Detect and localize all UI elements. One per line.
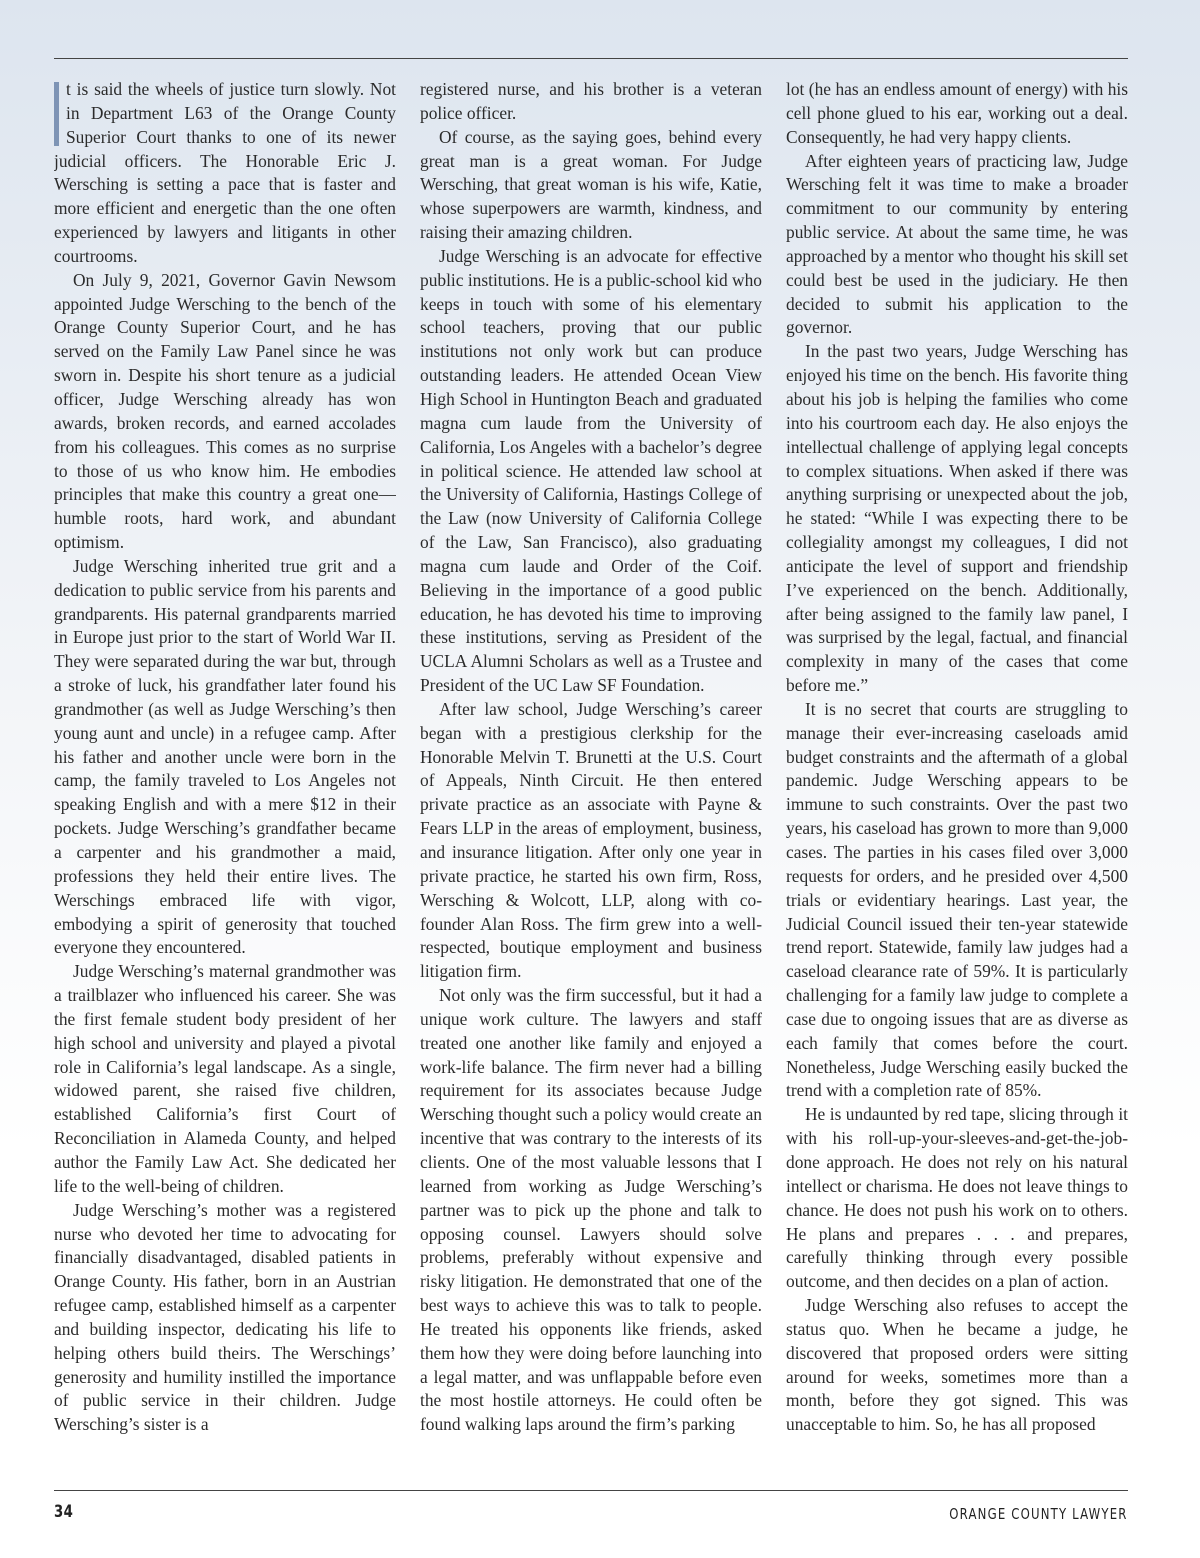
article-paragraph: On July 9, 2021, Governor Gavin Newsom appointed Judge Wersching to the bench of the Orange County Superior Court, and he has served on the Family Law Panel since he was sworn in. Despite his short tenure as a judicial officer, Judge Wersching already has won awards, broken records, and earned accolades from his colleagues. This comes as no surprise to those of us who know him. He embodies principles that make this country a great one—humble roots, hard work, and abundant optimism. — [54, 269, 396, 553]
article-paragraph: Judge Wersching also refuses to accept the status quo. When he became a judge, he discovered that proposed orders were sitting around for weeks, sometimes more than a month, before they got signed. This was unacceptable to him. So, he has all proposed — [786, 1295, 1128, 1435]
article-paragraph: In the past two years, Judge Wersching has enjoyed his time on the bench. His favorite thing about his job is helping the families who come into his courtroom each day. He also enjoys the intellectual challenge of applying legal concepts to complex situations. When asked if there was anything surprising or unexpected about the job, he stated: “While I was expecting there to be collegiality amongst my colleagues, I did not anticipate the level of support and friendship I’ve experienced on the bench. Additionally, after being assigned to the family law panel, I was surprised by the legal, factual, and financial complexity in many of the cases that come before me.” — [786, 341, 1128, 696]
column-1 — [54, 78, 396, 1488]
paragraph-text: t is said the wheels of justice turn slowly. Not in Department L63 of the Orange County Superior Court thanks to one of its newer judicial officers. The Honorable Eric J. Wersching is setting a pace that is faster and more efficient and energetic than the one often experienced by lawyers and litigants in other courtrooms. — [54, 79, 396, 266]
article-paragraph: Judge Wersching is an advocate for effective public institutions. He is a public-school kid who keeps in touch with some of his elementary school teachers, proving that our public institutions not only work but can produce outstanding leaders. He attended Ocean View High School in Huntington Beach and graduated magna cum laude from the University of California, Los Angeles with a bachelor’s degree in political science. He attended law school at the University of California, Hastings College of the Law (now University of California College of the Law, San Francisco), also graduating magna cum laude and Order of the Coif. Believing in the importance of a good public education, he has devoted his time to improving these institutions, serving as President of the UCLA Alumni Scholars as well as a Trustee and President of the UC Law SF Foundation. — [420, 245, 762, 696]
article-paragraph: Not only was the firm successful, but it had a unique work culture. The lawyers and staff treated one another like family and enjoyed a work-life balance. The firm never had a billing requirement for its associates because Judge Wersching thought such a policy would create an incentive that was contrary to the interests of its clients. One of the most valuable lessons that I learned from working as Judge Wersching’s partner was to pick up the phone and talk to opposing counsel. Lawyers should solve problems, preferably without expensive and risky litigation. He demonstrated that one of the best ways to achieve this was to talk to people. He treated his opponents like friends, asked them how they were doing before launching into a legal matter, and was unflappable before even the most hostile attorneys. He could often be found walking laps around the firm’s parking — [420, 985, 762, 1435]
drop-cap-bar — [54, 82, 59, 146]
article-paragraph: Judge Wersching’s mother was a registered nurse who devoted her time to advocating for financially disadvantaged, disabled patients in Orange County. His father, born in an Austrian refugee camp, established himself as a carpenter and building inspector, dedicating his life to helping others build theirs. The Werschings’ generosity and humility instilled the importance of public service in their children. Judge Wersching’s sister is a — [54, 1199, 396, 1435]
article-paragraph: Judge Wersching’s maternal grandmother was a trailblazer who influenced his career. She was the first female student body president of her high school and university and played a pivotal role in California’s legal landscape. As a single, widowed parent, she raised five children, established California’s first Court of Reconciliation in Alameda County, and helped author the Family Law Act. She dedicated her life to the well-being of children. — [54, 961, 396, 1196]
article-paragraph: registered nurse, and his brother is a veteran police officer. — [420, 79, 762, 123]
article-paragraph: After eighteen years of practicing law, Judge Wersching felt it was time to make a broader commitment to our community by entering public service. At about the same time, he was approached by a mentor who thought his skill set could best be used in the judiciary. He then decided to submit his application to the governor. — [786, 150, 1128, 338]
bottom-rule — [54, 1490, 1128, 1491]
article-paragraph: After law school, Judge Wersching’s career began with a prestigious clerkship for the Honorable Melvin T. Brunetti at the U.S. Court of Appeals, Ninth Circuit. He then entered private practice as an associate with Payne & Fears LLP in the areas of employment, business, and insurance litigation. After only one year in private practice, he started his own firm, Ross, Wersching & Wolcott, LLP, along with co-founder Alan Ross. The firm grew into a well-respected, boutique employment and business litigation firm. — [420, 698, 762, 982]
article-paragraph: lot (he has an endless amount of energy) with his cell phone glued to his ear, working out a deal. Consequently, he had very happy clients. — [786, 79, 1128, 147]
page-number: 34 — [54, 1502, 74, 1522]
article-paragraph: He is undaunted by red tape, slicing through it with his roll-up-your-sleeves-and-get-the-job-done approach. He does not rely on his natural intellect or charisma. He does not leave things to chance. He does not push his work on to others. He plans and prepares . . . and prepares, carefully thinking through every possible outcome, and then decides on a plan of action. — [786, 1104, 1128, 1292]
top-rule — [54, 58, 1128, 59]
column-3 — [786, 78, 1128, 1488]
article-paragraph — [54, 78, 396, 269]
article-paragraph: It is no secret that courts are struggling to manage their ever-increasing caseloads amid budget constraints and the aftermath of a global pandemic. Judge Wersching appears to be immune to such constraints. Over the past two years, his caseload has grown to more than 9,000 cases. The parties in his cases filed over 3,000 requests for orders, and he presided over 4,500 trials or evidentiary hearings. Last year, the Judicial Council issued their ten-year statewide trend report. Statewide, family law judges had a caseload clearance rate of 59%. It is particularly challenging for a family law judge to complete a case due to ongoing issues that are as diverse as each family that comes before the court. Nonetheless, Judge Wersching easily bucked the trend with a completion rate of 85%. — [786, 698, 1128, 1101]
article-paragraph: Of course, as the saying goes, behind every great man is a great woman. For Judge Wersching, that great woman is his wife, Katie, whose superpowers are warmth, kindness, and raising their amazing children. — [420, 126, 762, 243]
article-paragraph: Judge Wersching inherited true grit and a dedication to public service from his parents and grandparents. His paternal grandparents married in Europe just prior to the start of World War II. They were separated during the war but, through a stroke of luck, his grandfather later found his grandmother (as well as Judge Wersching’s then young aunt and uncle) in a refugee camp. After his father and another uncle were born in the camp, the family traveled to Los Angeles not speaking English and with a mere $12 in their pockets. Judge Wersching’s grandfather became a carpenter and his grandmother a maid, professions they held their entire lives. The Werschings embraced life with vigor, embodying a spirit of generosity that touched everyone they encountered. — [54, 555, 396, 958]
column-2 — [420, 78, 762, 1488]
publication-title: ORANGE COUNTY LAWYER — [949, 1505, 1128, 1523]
